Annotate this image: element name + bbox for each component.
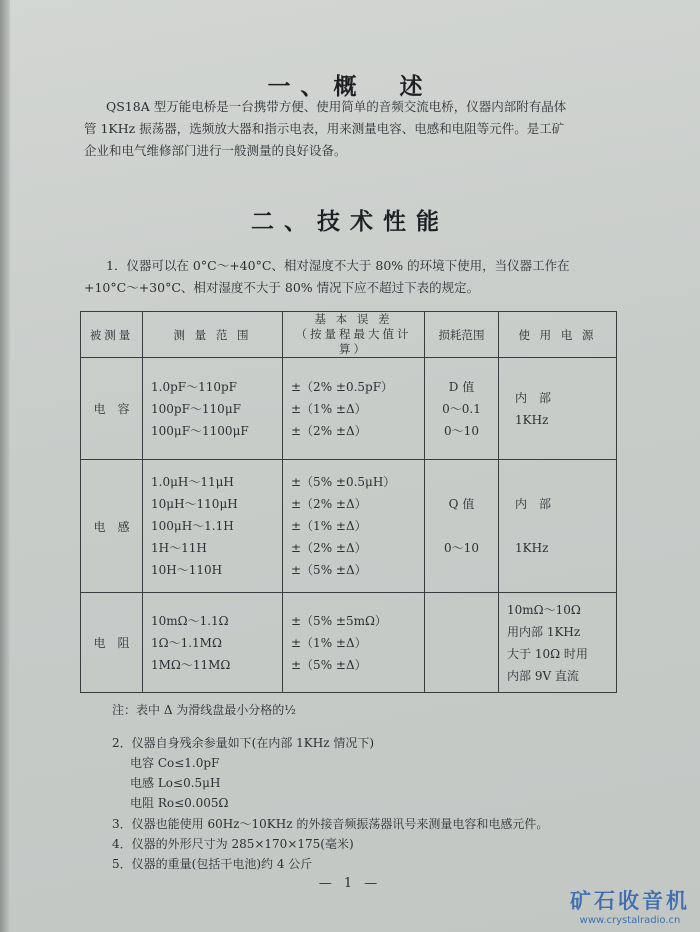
power-value: 用内部 1KHz xyxy=(507,624,581,639)
power-value: 内 部 xyxy=(515,497,552,511)
note-item-4: 4．仪器的外形尺寸为 285×170×175(毫米) xyxy=(112,837,354,851)
header-range: 测 量 范 围 xyxy=(143,312,283,358)
error-value: ±（2% ±0.5pF） xyxy=(291,379,394,394)
cell-errors xyxy=(283,593,425,693)
section1-paragraph xyxy=(84,96,686,162)
section1-line: 企业和电气维修部门进行一般测量的良好设备。 xyxy=(84,143,347,158)
table-row xyxy=(81,460,617,593)
watermark-title: 矿石收音机 xyxy=(570,889,690,913)
power-spacer xyxy=(515,515,608,537)
residual-list xyxy=(130,753,228,813)
section2-line: +10°C～+30°C、相对湿度不大于 80% 情况下应不超过下表的规定。 xyxy=(84,280,480,295)
section2-intro xyxy=(84,255,686,299)
range-value: 1.0μH～11μH xyxy=(151,475,234,489)
header-error: 基 本 误 差 （按量程最大值计算） xyxy=(283,312,425,358)
section2-line: 1．仪器可以在 0°C～+40°C、相对湿度不大于 80% 的环境下使用，当仪器工作在 xyxy=(106,258,570,273)
error-value: ±（2% ±Δ） xyxy=(291,423,367,438)
range-value: 1.0pF～110pF xyxy=(151,379,238,394)
residual-inductance: 电感 Lo≤0.5μH xyxy=(130,776,221,790)
cell-loss xyxy=(425,358,499,460)
header-measured: 被测量 xyxy=(81,312,143,358)
cell-loss xyxy=(425,460,499,593)
loss-spacer xyxy=(433,515,490,537)
range-value: 100μH～1.1H xyxy=(151,519,234,533)
cell-ranges xyxy=(143,460,283,593)
watermark-url: www.crystalradio.cn xyxy=(579,915,681,926)
range-value: 10μH～110μH xyxy=(151,497,238,511)
loss-value: 0～10 xyxy=(444,541,479,555)
table-row xyxy=(81,593,617,693)
error-value: ±（5% ±5mΩ） xyxy=(291,613,387,628)
residual-resistance: 电阻 Ro≤0.005Ω xyxy=(130,796,229,810)
range-value: 100pF～110μF xyxy=(151,401,241,416)
range-value: 1MΩ～11MΩ xyxy=(151,657,231,672)
cell-errors xyxy=(283,460,425,593)
error-value: ±（1% ±Δ） xyxy=(291,401,367,416)
residual-capacitance: 电容 Co≤1.0pF xyxy=(130,756,220,770)
section1-title: 一、概 述 xyxy=(267,74,433,100)
range-value: 1Ω～1.1MΩ xyxy=(151,635,222,650)
range-value: 1H～11H xyxy=(151,541,207,555)
header-power: 使 用 电 源 xyxy=(499,312,617,358)
range-value: 10H～110H xyxy=(151,563,223,577)
cell-power xyxy=(499,593,617,693)
cell-ranges xyxy=(143,593,283,693)
table-row xyxy=(81,358,617,460)
page-edge-shadow xyxy=(0,0,10,932)
header-loss: 损耗范围 xyxy=(425,312,499,358)
watermark-logo xyxy=(570,885,690,926)
note-item-2: 2．仪器自身残余参量如下(在内部 1KHz 情况下) xyxy=(112,736,375,750)
error-value: ±（5% ±Δ） xyxy=(291,563,367,577)
error-value: ±（1% ±Δ） xyxy=(291,635,367,650)
power-value: 内 部 xyxy=(515,390,552,405)
error-value: ±（2% ±Δ） xyxy=(291,541,367,555)
power-value: 1KHz xyxy=(515,412,549,427)
error-value: ±（1% ±Δ） xyxy=(291,519,367,533)
note-item-5: 5．仪器的重量(包括干电池)约 4 公斤 xyxy=(112,857,313,871)
range-value: 10mΩ～1.1Ω xyxy=(151,613,229,628)
error-value: ±（2% ±Δ） xyxy=(291,497,367,511)
power-value: 1KHz xyxy=(515,541,549,555)
section1-line: QS18A 型万能电桥是一台携带方便、使用简单的音频交流电桥，仪器内部附有晶体 xyxy=(106,99,567,114)
cell-name: 电 容 xyxy=(81,358,143,460)
section2-title: 二、技术性能 xyxy=(251,209,449,235)
page-number: — 1 — xyxy=(318,876,382,891)
loss-value: D 值 xyxy=(448,379,475,394)
loss-value: 0～10 xyxy=(444,423,479,438)
power-value: 10mΩ～10Ω xyxy=(507,602,581,617)
power-value: 大于 10Ω 时用 xyxy=(507,646,588,661)
cell-power xyxy=(499,460,617,593)
note-item-3: 3．仪器也能使用 60Hz～10KHz 的外接音频振荡器讯号来测量电容和电感元件。 xyxy=(112,817,549,831)
range-value: 100μF～1100μF xyxy=(151,423,249,438)
loss-value: Q 值 xyxy=(448,497,475,511)
cell-ranges xyxy=(143,358,283,460)
cell-name: 电 感 xyxy=(81,460,143,593)
power-value: 内部 9V 直流 xyxy=(507,668,579,683)
spec-table xyxy=(80,311,617,693)
loss-value: 0～0.1 xyxy=(442,401,481,416)
table-header-row xyxy=(81,312,617,358)
error-value: ±（5% ±0.5μH） xyxy=(291,475,396,489)
error-value: ±（5% ±Δ） xyxy=(291,657,367,672)
table-note: 注：表中 Δ 为滑线盘最小分格的½ xyxy=(112,703,296,717)
cell-power xyxy=(499,358,617,460)
cell-errors xyxy=(283,358,425,460)
cell-name: 电 阻 xyxy=(81,593,143,693)
section1-line: 管 1KHz 振荡器，选频放大器和指示电表，用来测量电容、电感和电阻等元件。是工矿 xyxy=(84,121,565,136)
cell-loss xyxy=(425,593,499,693)
